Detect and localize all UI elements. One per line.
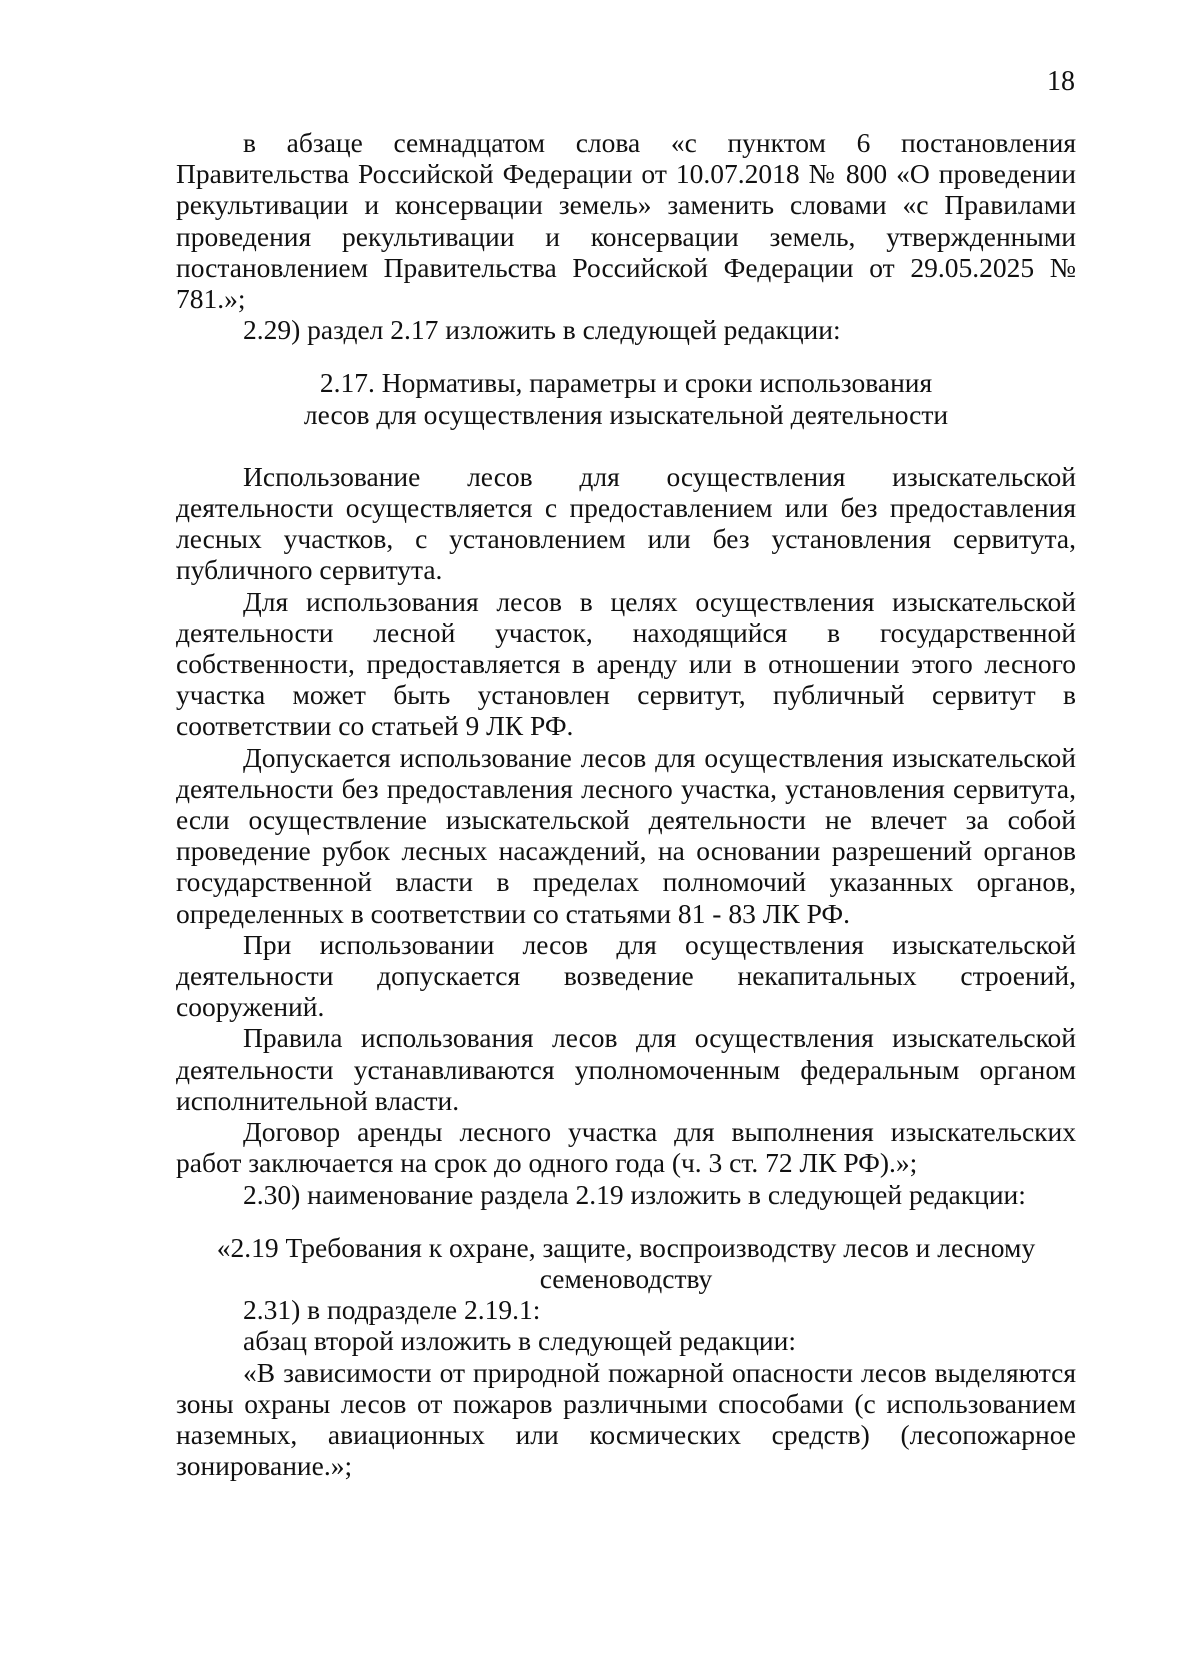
paragraph: Для использования лесов в целях осуществления изыскательской деятельности лесной участок, находящийся в государственной собственности, предоставляется в аренду или в отношении этого лесного участка может быть установлен сервитут, публичный сервитут в соответствии со статьей 9 ЛК РФ. [176, 585, 1076, 742]
section-heading-line: «2.19 Требования к охране, защите, воспроизводству лесов и лесному [216, 1231, 1036, 1263]
document-body [176, 127, 1076, 1481]
paragraph: 2.29) раздел 2.17 изложить в следующей редакции: [243, 314, 841, 346]
spacer [176, 430, 1076, 461]
paragraph: Допускается использование лесов для осуществления изыскательской деятельности без предоставления лесного участка, установления сервитута, если осуществление изыскательской деятельности не влечет за собой проведение рубок лесных насаждений, на основании разрешений органов государственной власти в пределах полномочий указанных органов, определенных в соответствии со статьями 81 - 83 ЛК РФ. [176, 741, 1076, 929]
spacer [176, 345, 1076, 367]
paragraph: 2.30) наименование раздела 2.19 изложить в следующей редакции: [243, 1178, 1026, 1210]
paragraph: При использовании лесов для осуществления изыскательской деятельности допускается возведение некапитальных строений, сооружений. [176, 928, 1076, 1023]
paragraph: Использование лесов для осуществления изыскательской деятельности осуществляется с предоставлением или без предоставления лесных участков, с установлением или без установления сервитута, публичного сервитута. [176, 460, 1076, 586]
paragraph: 2.31) в подразделе 2.19.1: [243, 1294, 541, 1326]
spacer [176, 1210, 1076, 1232]
paragraph: Договор аренды лесного участка для выполнения изыскательских работ заключается на срок до одного года (ч. 3 ст. 72 ЛК РФ).»; [176, 1116, 1076, 1179]
paragraph: в абзаце семнадцатом слова «с пунктом 6 постановления Правительства Российской Федерации от 10.07.2018 № 800 «О проведении рекультивации и консервации земель» заменить словами «с Правилами проведения рекультивации и консервации земель, утвержденными постановлением Правительства Российской Федерации от 29.05.2025 № 781.»; [176, 127, 1076, 315]
paragraph: абзац второй изложить в следующей редакции: [243, 1325, 797, 1357]
section-heading-line: 2.17. Нормативы, параметры и сроки использования [319, 367, 933, 399]
section-heading-line: семеноводству [539, 1262, 713, 1294]
section-heading-line: лесов для осуществления изыскательной деятельности [303, 398, 949, 430]
paragraph: «В зависимости от природной пожарной опасности лесов выделяются зоны охраны лесов от пожаров различными способами (с использованием наземных, авиационных или космических средств) (лесопожарное зонирование.»; [176, 1356, 1076, 1482]
paragraph: Правила использования лесов для осуществления изыскательской деятельности устанавливаются уполномоченным федеральным органом исполнительной власти. [176, 1022, 1076, 1116]
page-number: 18 [1047, 66, 1075, 97]
